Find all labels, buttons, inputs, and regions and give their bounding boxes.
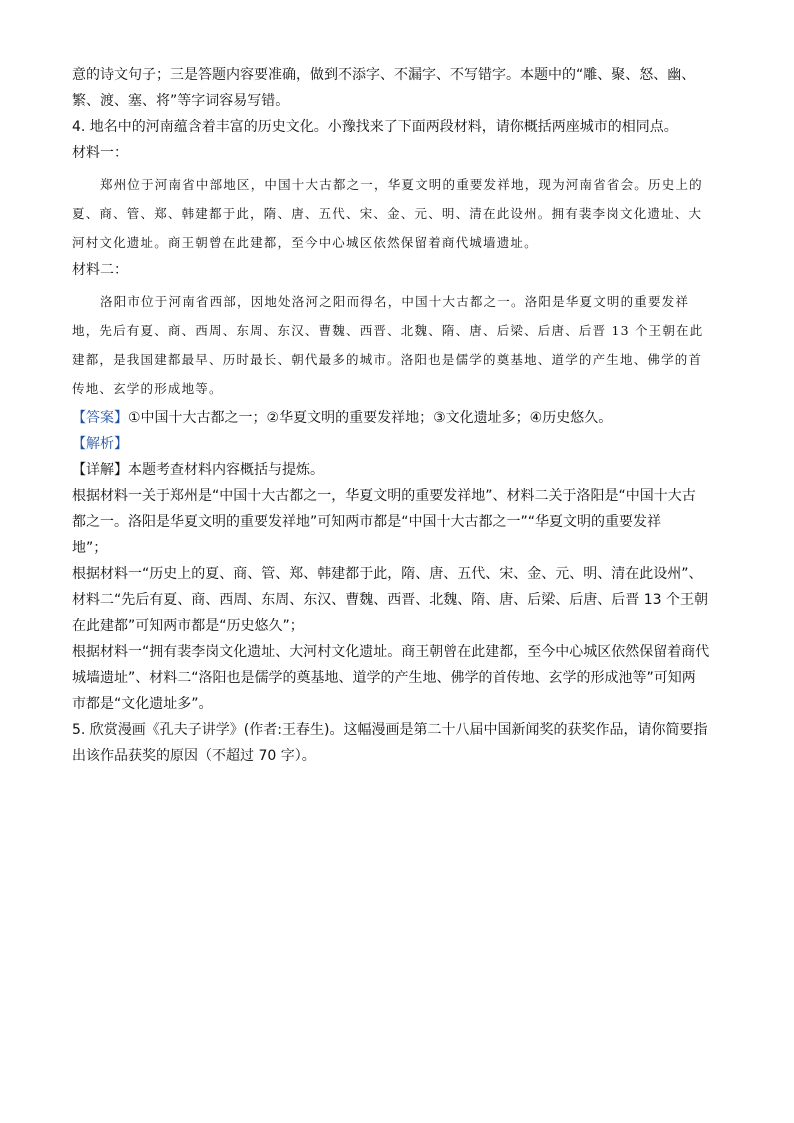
analysis-tag: 【解析】	[72, 436, 128, 452]
material-2-line: 洛阳市位于河南省西部，因地处洛河之阳而得名，中国十大古都之一。洛阳是华夏文明的重要发祥	[100, 294, 690, 309]
material-1-line: 郑州位于河南省中部地区，中国十大古都之一，华夏文明的重要发祥地，现为河南省省会。历史上的	[100, 177, 703, 192]
answer-line	[72, 405, 722, 431]
material-1-line: 河村文化遗址。商王朝曾在此建都，至今中心城区依然保留着商代城墙遗址。	[72, 235, 538, 250]
analysis-line: 城墙遗址”、材料二“洛阳也是儒学的奠基地、道学的产生地、佛学的首传地、玄学的形成池等”可知两	[72, 670, 696, 686]
prev-answer-line-2: 繁、渡、塞、将”等字词容易写错。	[72, 93, 290, 109]
question-5-line-2: 出该作品获奖的原因（不超过 70 字）。	[72, 748, 316, 764]
answer-text: ①中国十大古都之一；②华夏文明的重要发祥地；③文化遗址多；④历史悠久。	[128, 410, 613, 426]
analysis-line: 根据材料一“历史上的夏、商、管、郑、韩建都于此，隋、唐、五代、宋、金、元、明、清在此设州”、	[72, 566, 703, 582]
analysis-line: 地”；	[72, 540, 108, 556]
analysis-line: 市都是“文化遗址多”。	[72, 696, 213, 712]
analysis-line: 在此建都”可知两市都是“历史悠久”；	[72, 618, 304, 634]
material-2-line: 传地、玄学的形成地等。	[72, 381, 223, 396]
material-2-line: 地，先后有夏、商、西周、东周、东汉、曹魏、西晋、北魏、隋、唐、后梁、后唐、后晋 13 个王朝在此	[72, 323, 704, 338]
analysis-line: 都之一。洛阳是华夏文明的重要发祥地”可知两市都是“中国十大古都之一”“华夏文明的重要发祥	[72, 514, 662, 530]
document-page	[72, 62, 722, 769]
answer-tag: 【答案】	[72, 410, 128, 426]
material-1-line: 夏、商、管、郑、韩建都于此，隋、唐、五代、宋、金、元、明、清在此设州。拥有裴李岗文化遗址、大	[72, 206, 703, 221]
analysis-line: 材料二“先后有夏、商、西周、东周、东汉、曹魏、西晋、北魏、隋、唐、后梁、后唐、后晋 13 个王朝	[72, 592, 708, 608]
material-1-label: 材料一：	[72, 145, 128, 161]
analysis-line: 根据材料一关于郑州是“中国十大古都之一，华夏文明的重要发祥地”、材料二关于洛阳是“中国十大古	[72, 488, 696, 504]
detail-line: 【详解】本题考查材料内容概括与提炼。	[72, 462, 324, 478]
prev-answer-line-1: 意的诗文句子；三是答题内容要准确，做到不添字、不漏字、不写错字。本题中的“雕、聚、怒、幽、	[72, 67, 696, 83]
material-2-label: 材料二：	[72, 262, 128, 278]
material-2-line: 建都，是我国建都最早、历时最长、朝代最多的城市。洛阳也是儒学的奠基地、道学的产生地、佛学的首	[72, 352, 703, 367]
analysis-line: 根据材料一“拥有裴李岗文化遗址、大河村文化遗址。商王朝曾在此建都，至今中心城区依然保留着商代	[72, 644, 710, 660]
question-5-line-1: 5. 欣赏漫画《孔夫子讲学》(作者:王春生)。这幅漫画是第二十八届中国新闻奖的获奖作品，请你简要指	[72, 722, 708, 738]
question-4-stem: 4. 地名中的河南蕴含着丰富的历史文化。小豫找来了下面两段材料，请你概括两座城市的相同点。	[72, 119, 678, 135]
